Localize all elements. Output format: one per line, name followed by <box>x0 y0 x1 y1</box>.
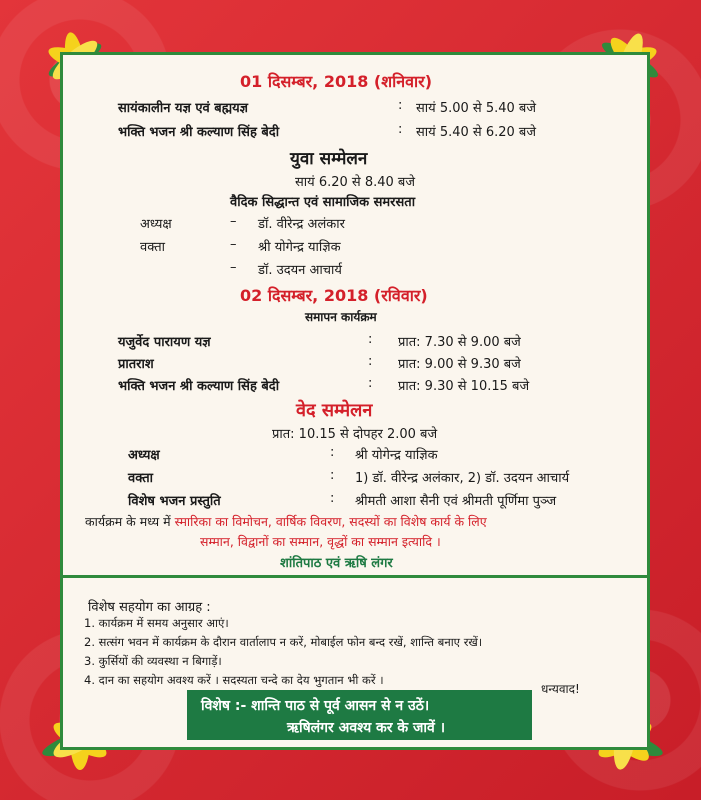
ved-sep3: : <box>330 491 335 506</box>
ved-title: वेद सम्मेलन <box>296 400 373 421</box>
yuva-topic: वैदिक सिद्धान्त एवं सामाजिक समरसता <box>230 195 416 210</box>
day1-date: 01 दिसम्बर, 2018 (शनिवार) <box>240 72 433 91</box>
day2-row3-label: भक्ति भजन श्री कल्याण सिंह बेदी <box>118 379 280 394</box>
special-line1: विशेष :- शान्ति पाठ से पूर्व आसन से न उठें। <box>201 698 430 714</box>
day1-row1-time: सायं 5.00 से 5.40 बजे <box>416 101 536 116</box>
day2-row3-time: प्रात: 9.30 से 10.15 बजे <box>398 379 530 394</box>
yuva-role2: वक्ता <box>140 240 165 255</box>
yuva-dash1: – <box>230 214 237 229</box>
yuva-role1: अध्यक्ष <box>140 217 172 232</box>
ved-role2: वक्ता <box>128 471 153 486</box>
appeal-item-1: 1. कार्यक्रम में समय अनुसार आएं। <box>84 616 229 630</box>
day1-row2-time: सायं 5.40 से 6.20 बजे <box>416 125 536 140</box>
note-line1 <box>85 513 487 530</box>
ved-time: प्रात: 10.15 से दोपहर 2.00 बजे <box>272 427 438 442</box>
yuva-time: सायं 6.20 से 8.40 बजे <box>295 175 415 190</box>
day2-date: 02 दिसम्बर, 2018 (रविवार) <box>240 286 428 305</box>
note-prefix: कार्यक्रम के मध्य में <box>85 514 171 529</box>
day2-row3-sep: : <box>368 376 373 391</box>
yuva-dash2: – <box>230 237 237 252</box>
yuva-dash3: – <box>230 260 237 275</box>
thanks-text: धन्यवाद! <box>541 682 580 696</box>
appeal-item-3: 3. कुर्सियों की व्यवस्था न बिगाड़ें। <box>84 654 222 668</box>
special-line2: ऋषिलंगर अवश्य कर के जावें । <box>287 720 446 736</box>
day1-row2-sep: : <box>398 122 403 137</box>
ved-name1: श्री योगेन्द्र याज्ञिक <box>355 448 438 463</box>
appeal-item-4: 4. दान का सहयोग अवश्य करें । सदस्यता चन्दे का देय भुगतान भी करें । <box>84 673 384 687</box>
yuva-name2: श्री योगेन्द्र याज्ञिक <box>258 240 341 255</box>
day2-row2-time: प्रात: 9.00 से 9.30 बजे <box>398 357 521 372</box>
day1-row2-label: भक्ति भजन श्री कल्याण सिंह बेदी <box>118 125 280 140</box>
ved-sep2: : <box>330 468 335 483</box>
special-notice-box <box>187 690 532 740</box>
day1-row1-sep: : <box>398 98 403 113</box>
day2-row2-label: प्रातराश <box>118 357 154 372</box>
ved-name3: श्रीमती आशा सैनी एवं श्रीमती पूर्णिमा पुञ्ज <box>355 494 557 509</box>
appeal-item-2: 2. सत्संग भवन में कार्यक्रम के दौरान वार्तालाप न करें, मोबाईल फोन बन्द रखें, शान्ति बनाए रखें। <box>84 635 483 649</box>
day2-row1-time: प्रात: 7.30 से 9.00 बजे <box>398 335 521 350</box>
day1-row1-label: सायंकालीन यज्ञ एवं बह्मयज्ञ <box>118 101 249 116</box>
appeal-title: विशेष सहयोग का आग्रह : <box>88 600 211 615</box>
day2-row1-label: यजुर्वेद पारायण यज्ञ <box>118 335 211 350</box>
day2-row1-sep: : <box>368 332 373 347</box>
ved-sep1: : <box>330 445 335 460</box>
ved-role1: अध्यक्ष <box>128 448 160 463</box>
yuva-name3: डॉ. उदयन आचार्य <box>258 263 342 278</box>
note-line2: सम्मान, विद्वानों का सम्मान, वृद्धों का सम्मान इत्यादि । <box>200 534 441 549</box>
note-line1-rest: स्मारिका का विमोचन, वार्षिक विवरण, सदस्यों का विशेष कार्य के लिए <box>174 514 487 529</box>
day2-subtitle: समापन कार्यक्रम <box>305 310 377 324</box>
closing-line: शांतिपाठ एवं ऋषि लंगर <box>280 556 393 571</box>
ved-name2: 1) डॉ. वीरेन्द्र अलंकार, 2) डॉ. उदयन आचार्य <box>355 471 570 486</box>
yuva-title: युवा सम्मेलन <box>290 149 368 169</box>
yuva-name1: डॉ. वीरेन्द्र अलंकार <box>258 217 345 232</box>
ved-role3: विशेष भजन प्रस्तुति <box>128 494 221 509</box>
day2-row2-sep: : <box>368 354 373 369</box>
